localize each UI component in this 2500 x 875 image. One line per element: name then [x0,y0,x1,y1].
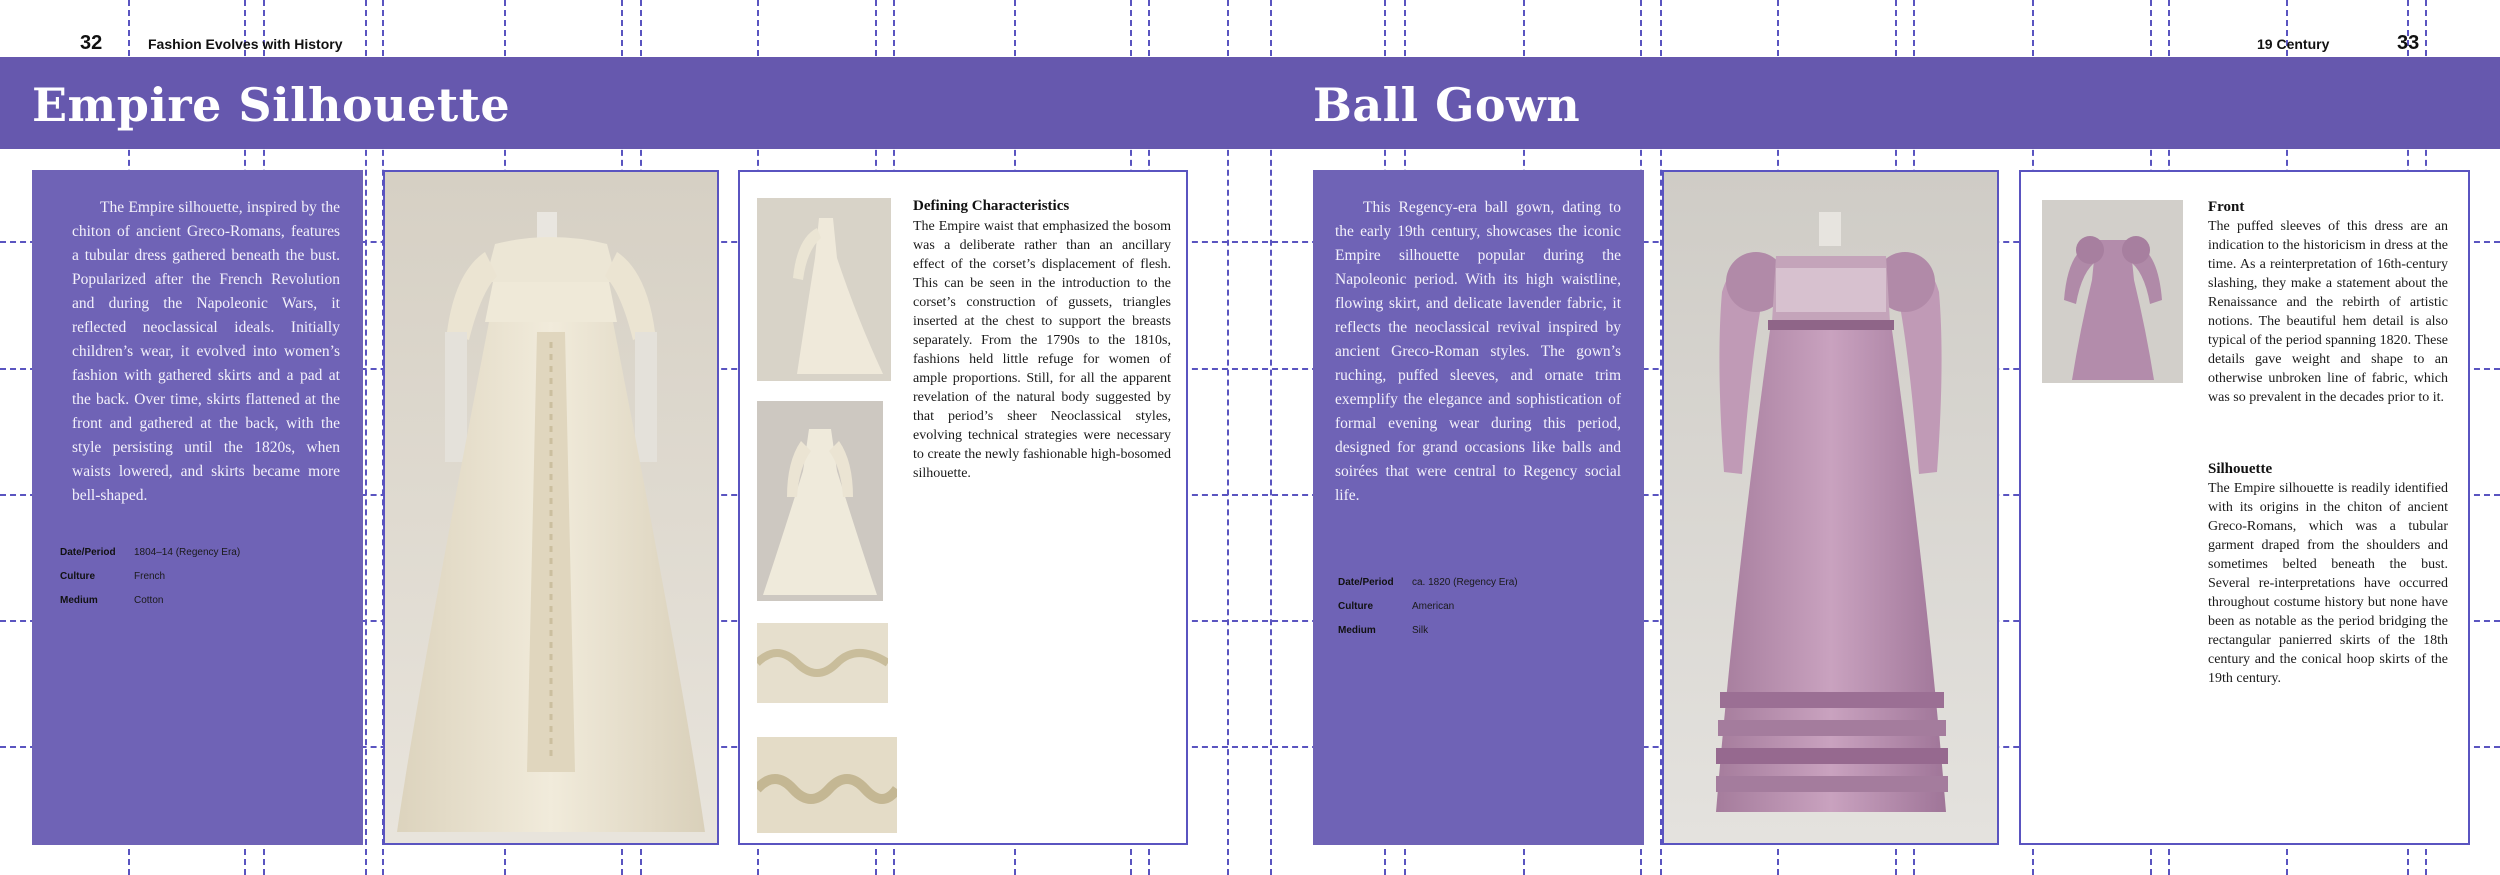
embroidery-detail-photo-1 [757,623,888,703]
main-photo-frame-right [1662,170,1999,845]
page-number-left: 32 [80,32,103,54]
meta-label: Culture [60,570,95,582]
meta-value: Cotton [134,594,164,606]
meta-value: American [1412,600,1455,612]
page-title-right: Ball Gown [1313,78,1581,132]
meta-value: 1804–14 (Regency Era) [134,546,241,558]
embroidery-detail-photo-2 [757,737,897,833]
meta-label: Medium [60,594,98,606]
running-head-left: Fashion Evolves with History [148,36,343,52]
page-title-left: Empire Silhouette [32,78,511,132]
running-head-right: 19 Century [2257,36,2330,52]
section-text-left: The Empire waist that emphasized the bosom was a deliberate rather than an ancillary effect of the corset’s displacement of flesh. This can be seen in the introduction to the corset’s construction of gussets, triangles inserted at the chest to support the breasts separately. From the 1790s to the 1810s, fashions held little refuge for women of ample proportions. Still, for all the apparent revelation of the natural body suggested by that period’s sheer Neoclassical styles, evolving technical strategies were necessary to create the newly fashionable high-bosomed silhouette. [913,219,1171,481]
meta-value: French [134,570,166,582]
page-number-right: 33 [2397,32,2420,54]
meta-label: Date/Period [60,546,116,558]
back-view-photo [757,401,883,601]
main-photo-frame-left [383,170,719,845]
silhouette-heading: Silhouette [2208,461,2273,477]
section-heading-left: Defining Characteristics [913,198,1070,214]
front-heading: Front [2208,199,2245,215]
intro-text-right: This Regency-era ball gown, dating to the early 19th century, showcases the iconic Empire silhouette popular during the Napoleonic period. With its high waistline, flowing skirt, and delicate lavender fabric, it reflects the neoclassical revival inspired by ancient Greco-Roman styles. The gown’s ruching, puffed sleeves, and ornate trim exemplify the elegance and sophistication of formal evening wear during this period, designed for grand occasions like balls and soirées that were central to Regency social life. [1335,199,1621,504]
meta-label: Culture [1338,600,1373,612]
ball-gown-photo [1664,172,1997,843]
metadata-right [1338,570,1598,642]
meta-value: Silk [1412,624,1429,636]
front-text: The puffed sleeves of this dress are an indication to the historicism in dress at the time. As a reinterpretation of 16th-century slashing, they make a statement about the Renaissance and the rebirth of artistic notions. The beautiful hem detail is also typical of the period spanning 1820. These details gave weight and shape to an otherwise unbroken line of fabric, which was so prevalent in the decades prior to it. [2208,219,2448,405]
back-detail-photo [2042,200,2183,383]
empire-dress-photo [385,172,717,843]
meta-label: Medium [1338,624,1376,636]
silhouette-text: The Empire silhouette is readily identified with its origins in the chiton of ancient Greco-Romans, which was a tubular garment draped from the shoulders and sometimes belted beneath the bust. Several re-interpretations have occurred throughout costume history but none have been as notable as the period bridging the rectangular panierred skirts of the 18th century and the conical hoop skirts of the 19th century. [2208,481,2448,686]
meta-value: ca. 1820 (Regency Era) [1412,576,1518,588]
metadata-left [60,540,320,612]
intro-text-left: The Empire silhouette, inspired by the chiton of ancient Greco-Romans, features a tubular dress gathered beneath the bust. Popularized after the French Revolution and during the Napoleonic Wars, it reflected neoclassical ideals. Initially children’s wear, it evolved into women’s fashion with gathered skirts and a pad at the back. Over time, skirts flattened at the front and gathered at the back, with the style persisting until the 1820s, when waists lowered, and skirts became more bell-shaped. [72,199,340,504]
meta-label: Date/Period [1338,576,1394,588]
side-view-photo [757,198,891,381]
